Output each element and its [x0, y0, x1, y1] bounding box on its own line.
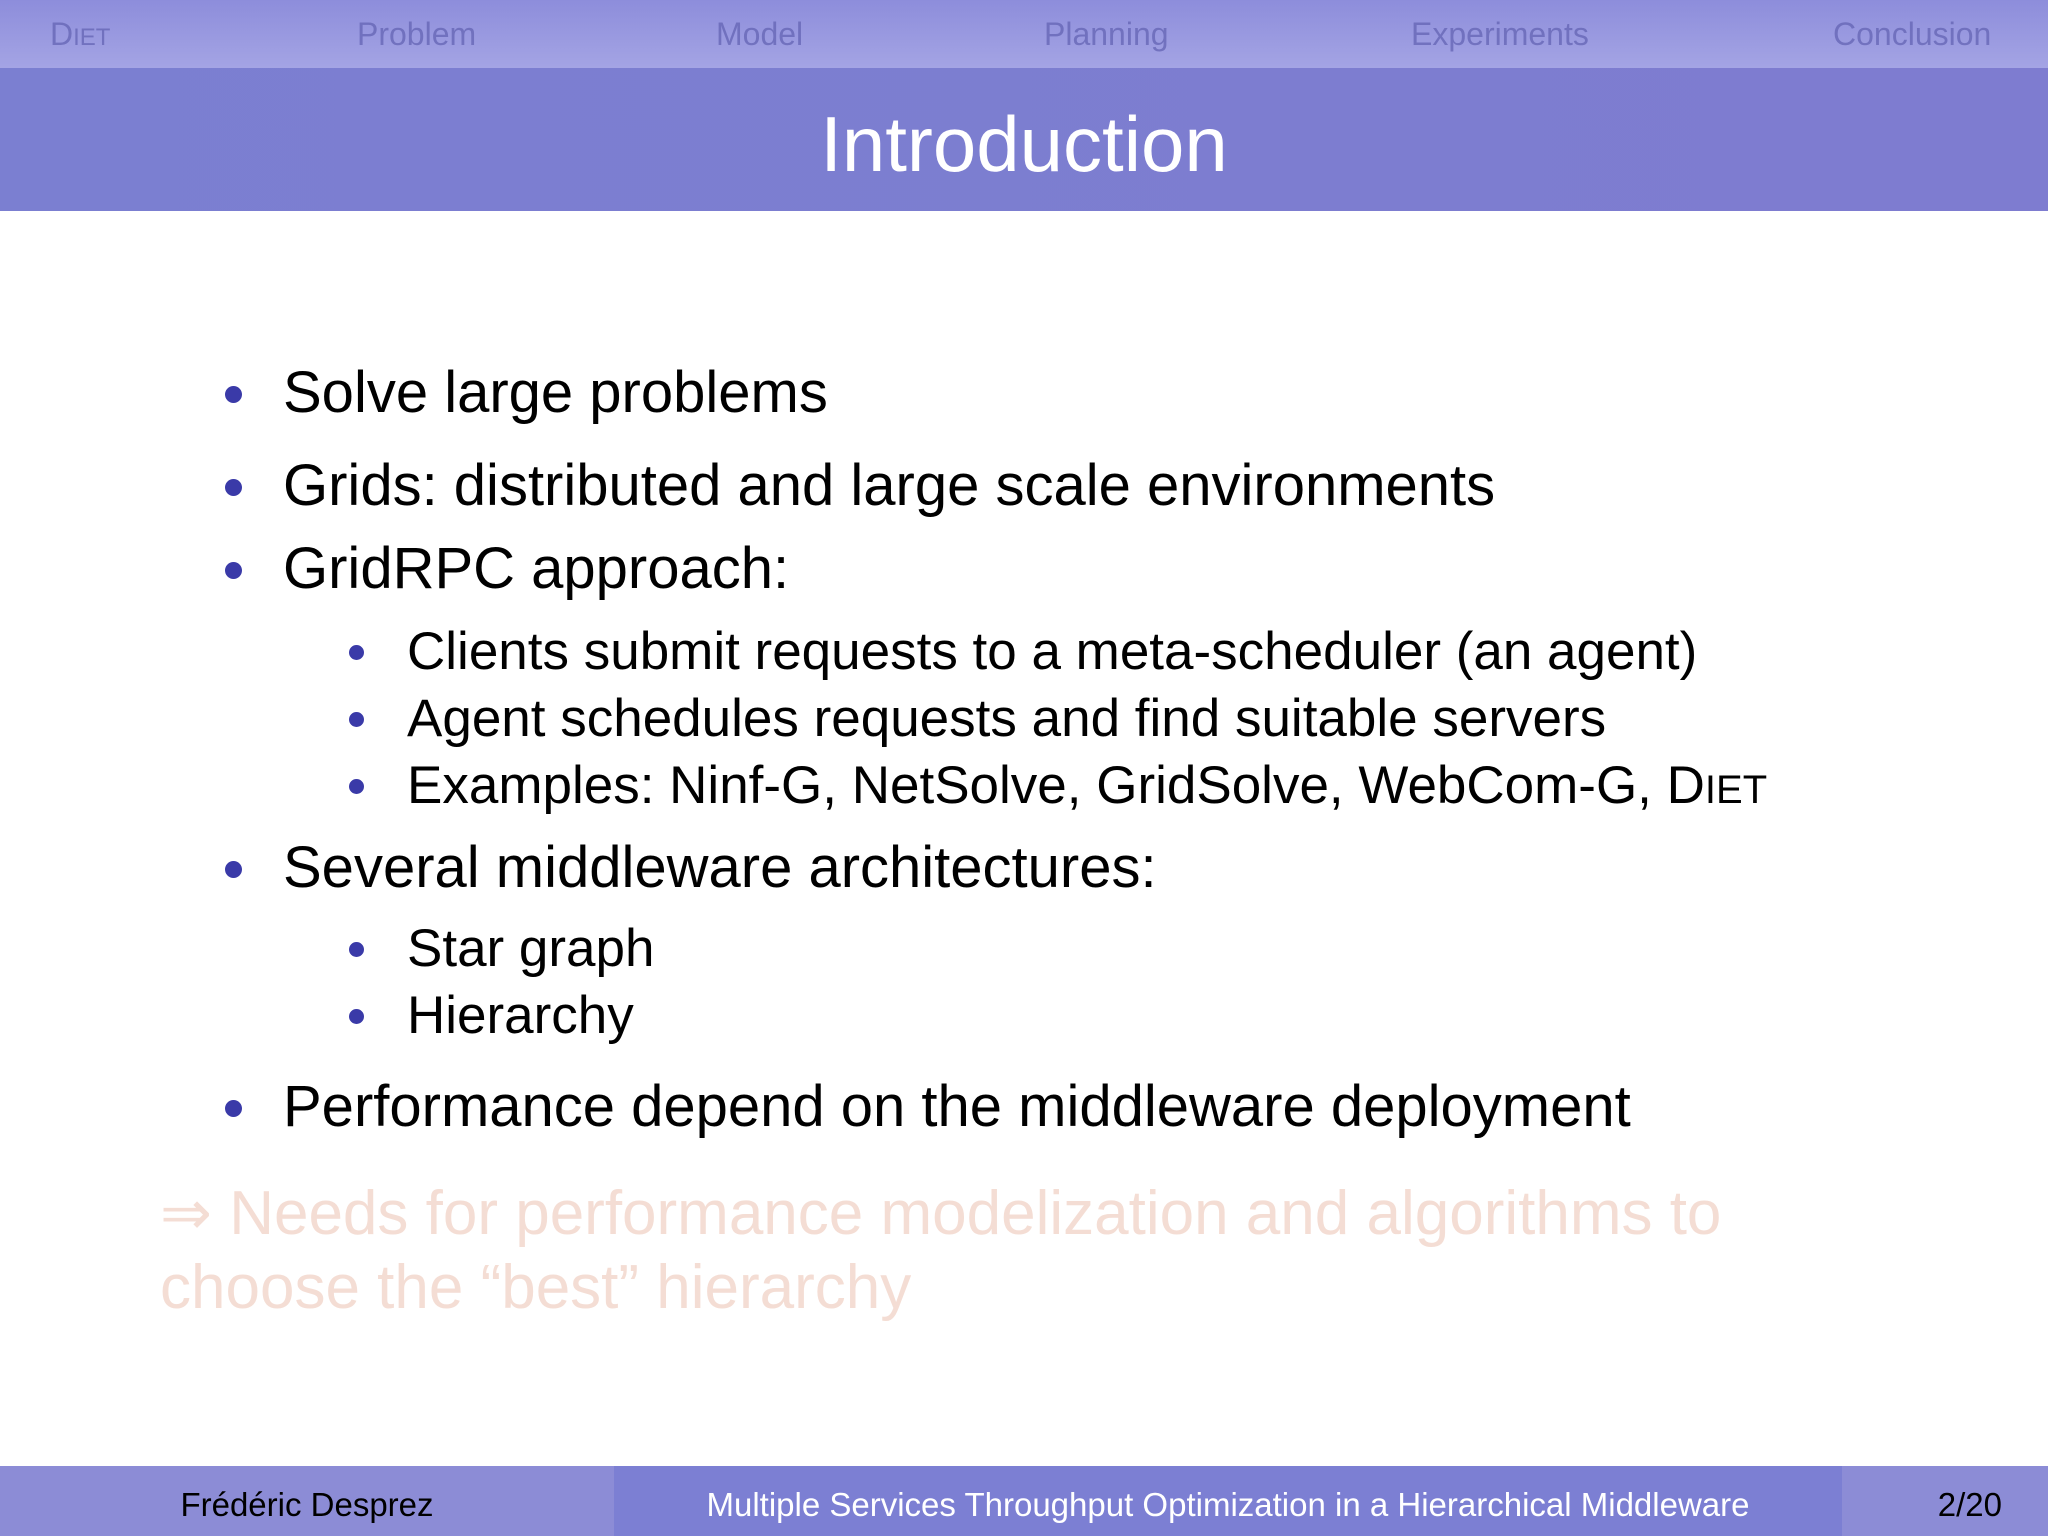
slide-footer — [0, 1466, 2048, 1536]
nav-item-conclusion[interactable]: Conclusion — [1833, 16, 1992, 52]
footer-author: Frédéric Desprez — [0, 1466, 614, 1536]
bullet-text: Grids: distributed and large scale environments — [283, 453, 1496, 518]
diet-initial: D — [1666, 756, 1705, 815]
sub-bullet-text: Hierarchy — [407, 986, 634, 1045]
implies-arrow-icon: ⇒ — [160, 1179, 212, 1248]
conclusion-text: Needs for performance modelization and algorithms to choose the “best” hierarchy — [160, 1179, 1722, 1322]
sub-bullet-text: Agent schedules requests and find suitable servers — [407, 689, 1607, 748]
section-navigation-bar — [0, 0, 2048, 68]
bullet-icon — [225, 1100, 242, 1117]
bullet-text: Performance depend on the middleware deployment — [283, 1074, 1631, 1139]
bullet-icon — [225, 479, 242, 496]
nav-item-diet[interactable] — [50, 14, 110, 54]
nav-item-model[interactable]: Model — [716, 16, 804, 52]
bullet-icon — [225, 562, 242, 579]
bullet-text: GridRPC approach: — [283, 536, 790, 601]
frame-title: Introduction — [820, 100, 1228, 188]
nav-item-problem[interactable]: Problem — [357, 16, 477, 52]
conclusion-statement — [160, 1177, 1920, 1325]
examples-text: Examples: Ninf-G, NetSolve, GridSolve, WebCom-G, — [407, 756, 1667, 815]
sub-bullet-icon — [349, 942, 364, 957]
footer-page-number: 2/20 — [1842, 1466, 2048, 1536]
nav-item-planning[interactable]: Planning — [1044, 16, 1169, 52]
nav-item-diet-initial: D — [50, 16, 74, 52]
sub-bullet-text — [407, 756, 1767, 820]
bullet-icon — [225, 386, 242, 403]
footer-presentation-title: Multiple Services Throughput Optimization in a Hierarchical Middleware — [614, 1466, 1842, 1536]
sub-bullet-text: Clients submit requests to a meta-scheduler (an agent) — [407, 622, 1698, 681]
bullet-text: Solve large problems — [283, 360, 828, 425]
bullet-icon — [225, 861, 242, 878]
nav-item-experiments[interactable]: Experiments — [1411, 16, 1589, 52]
diet-rest: IET — [1704, 768, 1768, 812]
sub-bullet-icon — [349, 645, 364, 660]
sub-bullet-icon — [349, 712, 364, 727]
sub-bullet-icon — [349, 1009, 364, 1024]
bullet-text: Several middleware architectures: — [283, 835, 1157, 900]
slide-content — [0, 211, 2048, 1466]
sub-bullet-icon — [349, 779, 364, 794]
frame-title-bar — [0, 68, 2048, 211]
nav-item-diet-rest: IET — [73, 24, 111, 51]
sub-bullet-text: Star graph — [407, 919, 655, 978]
